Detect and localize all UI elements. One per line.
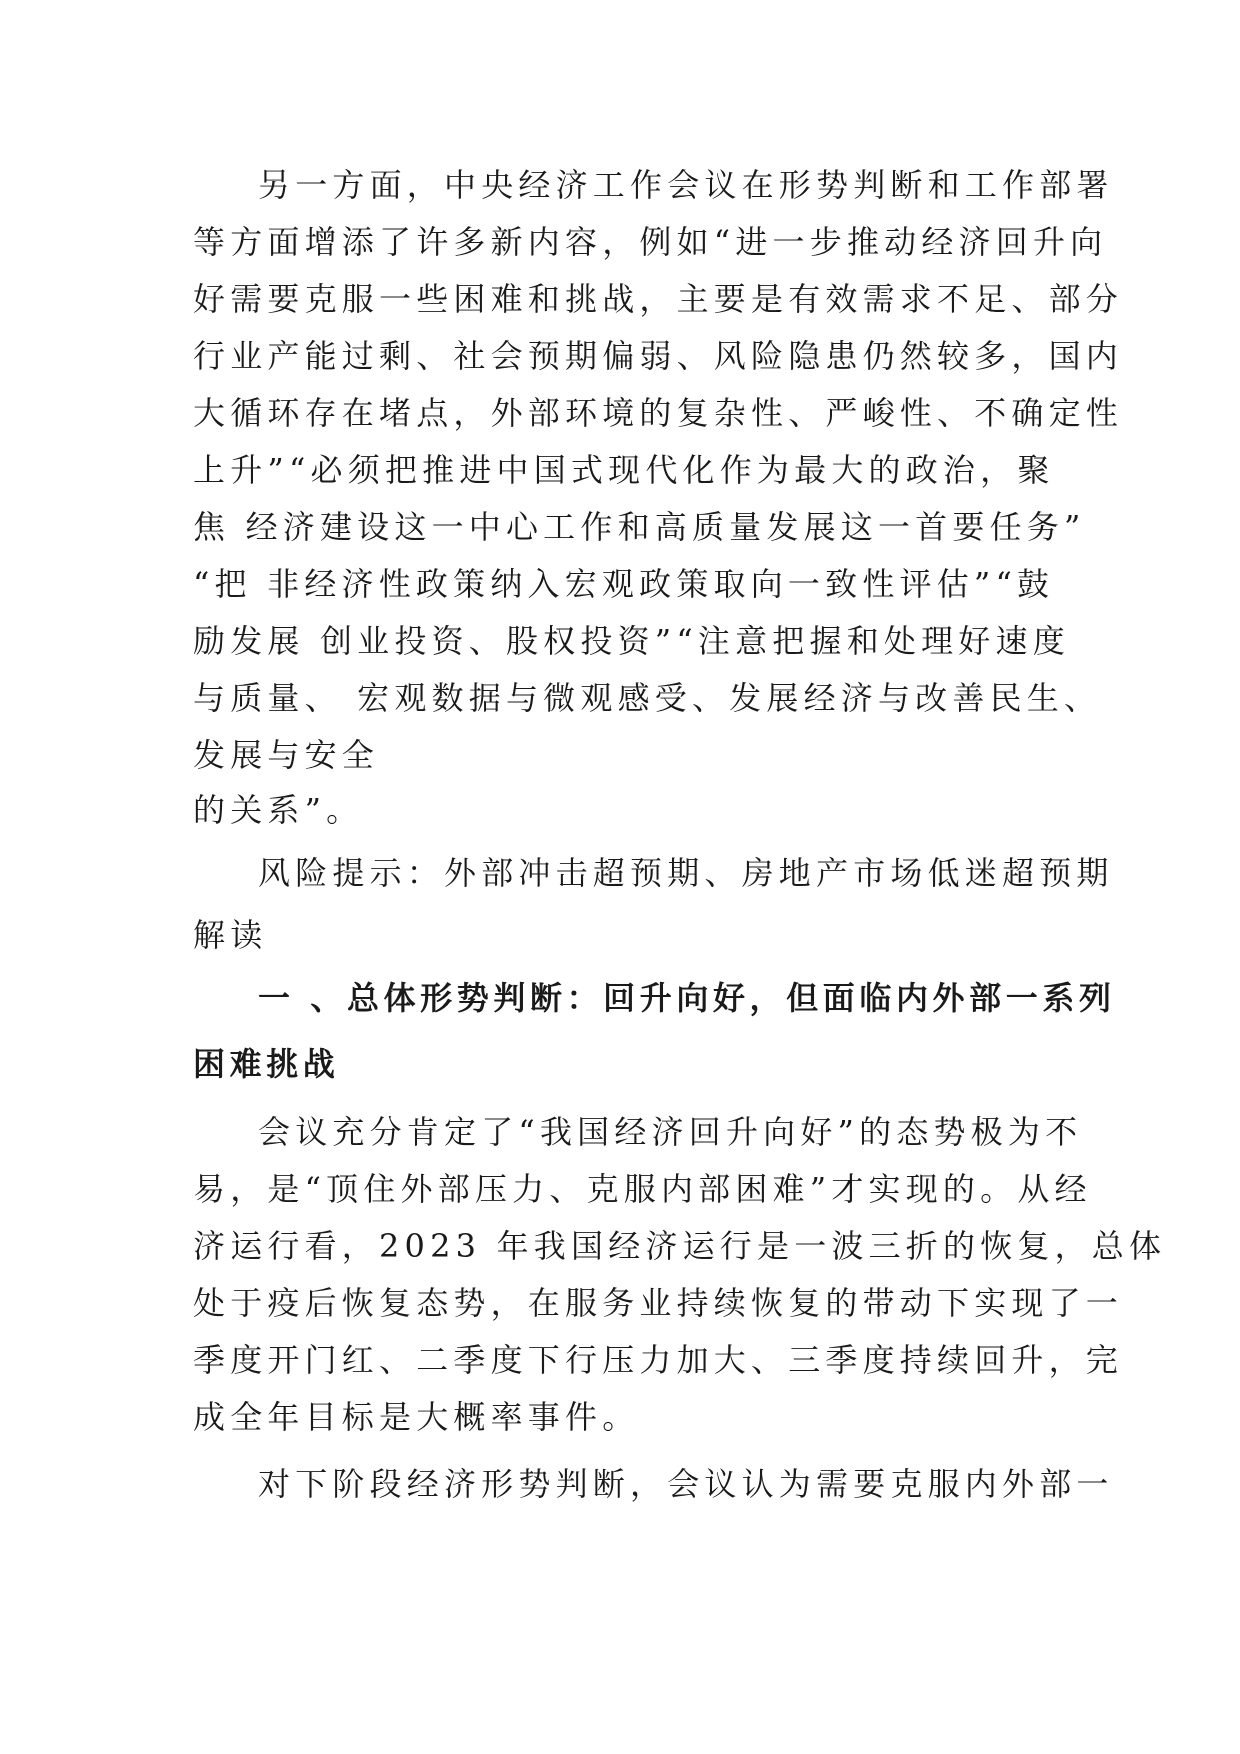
para1-line-3: 好需要克服一些困难和挑战，主要是有效需求不足、部分 xyxy=(193,280,1124,318)
para1-line-2: 等方面增添了许多新内容，例如“进一步推动经济回升向 xyxy=(193,223,1108,261)
section-heading-line-2: 困难挑战 xyxy=(193,1045,340,1083)
para1-line-10: 与质量、 宏观数据与微观感受、发展经济与改善民生、 xyxy=(193,679,1102,717)
para1-line-7: 焦 经济建设这一中心工作和高质量发展这一首要任务” xyxy=(193,508,1086,546)
para1-line-8: “把 非经济性政策纳入宏观政策取向一致性评估”“鼓 xyxy=(193,565,1055,603)
para1-line-11: 发展与安全 xyxy=(193,736,380,774)
para2-line-6: 成全年目标是大概率事件。 xyxy=(193,1398,640,1436)
risk-note: 风险提示：外部冲击超预期、房地产市场低迷超预期 xyxy=(258,854,1114,892)
para2-line-4: 处于疫后恢复态势，在服务业持续恢复的带动下实现了一 xyxy=(193,1284,1124,1322)
para3-line-1: 对下阶段经济形势判断，会议认为需要克服内外部一 xyxy=(258,1465,1114,1503)
section-heading-line-1: 一 、总体形势判断：回升向好，但面临内外部一系列 xyxy=(258,979,1116,1017)
para2-line-5: 季度开门红、二季度下行压力加大、三季度持续回升，完 xyxy=(193,1341,1124,1379)
para1-line-5: 大循环存在堵点，外部环境的复杂性、严峻性、不确定性 xyxy=(193,394,1124,432)
para2-line-2: 易，是“顶住外部压力、克服内部困难”才实现的。从经 xyxy=(193,1170,1092,1208)
para1-line-4: 行业产能过剩、社会预期偏弱、风险隐患仍然较多，国内 xyxy=(193,337,1124,375)
interpretation-label: 解读 xyxy=(193,916,268,954)
para1-line-6: 上升”“必须把推进中国式现代化作为最大的政治，聚 xyxy=(193,451,1055,489)
para1-line-12: 的关系”。 xyxy=(193,791,364,829)
para1-line-1: 另一方面，中央经济工作会议在形势判断和工作部署 xyxy=(258,166,1114,204)
para2-line-3: 济运行看，2023 年我国经济运行是一波三折的恢复，总体 xyxy=(193,1227,1167,1265)
para1-line-9: 励发展 创业投资、股权投资”“注意把握和处理好速度 xyxy=(193,622,1070,660)
para2-line-1: 会议充分肯定了“我国经济回升向好”的态势极为不 xyxy=(258,1113,1083,1151)
